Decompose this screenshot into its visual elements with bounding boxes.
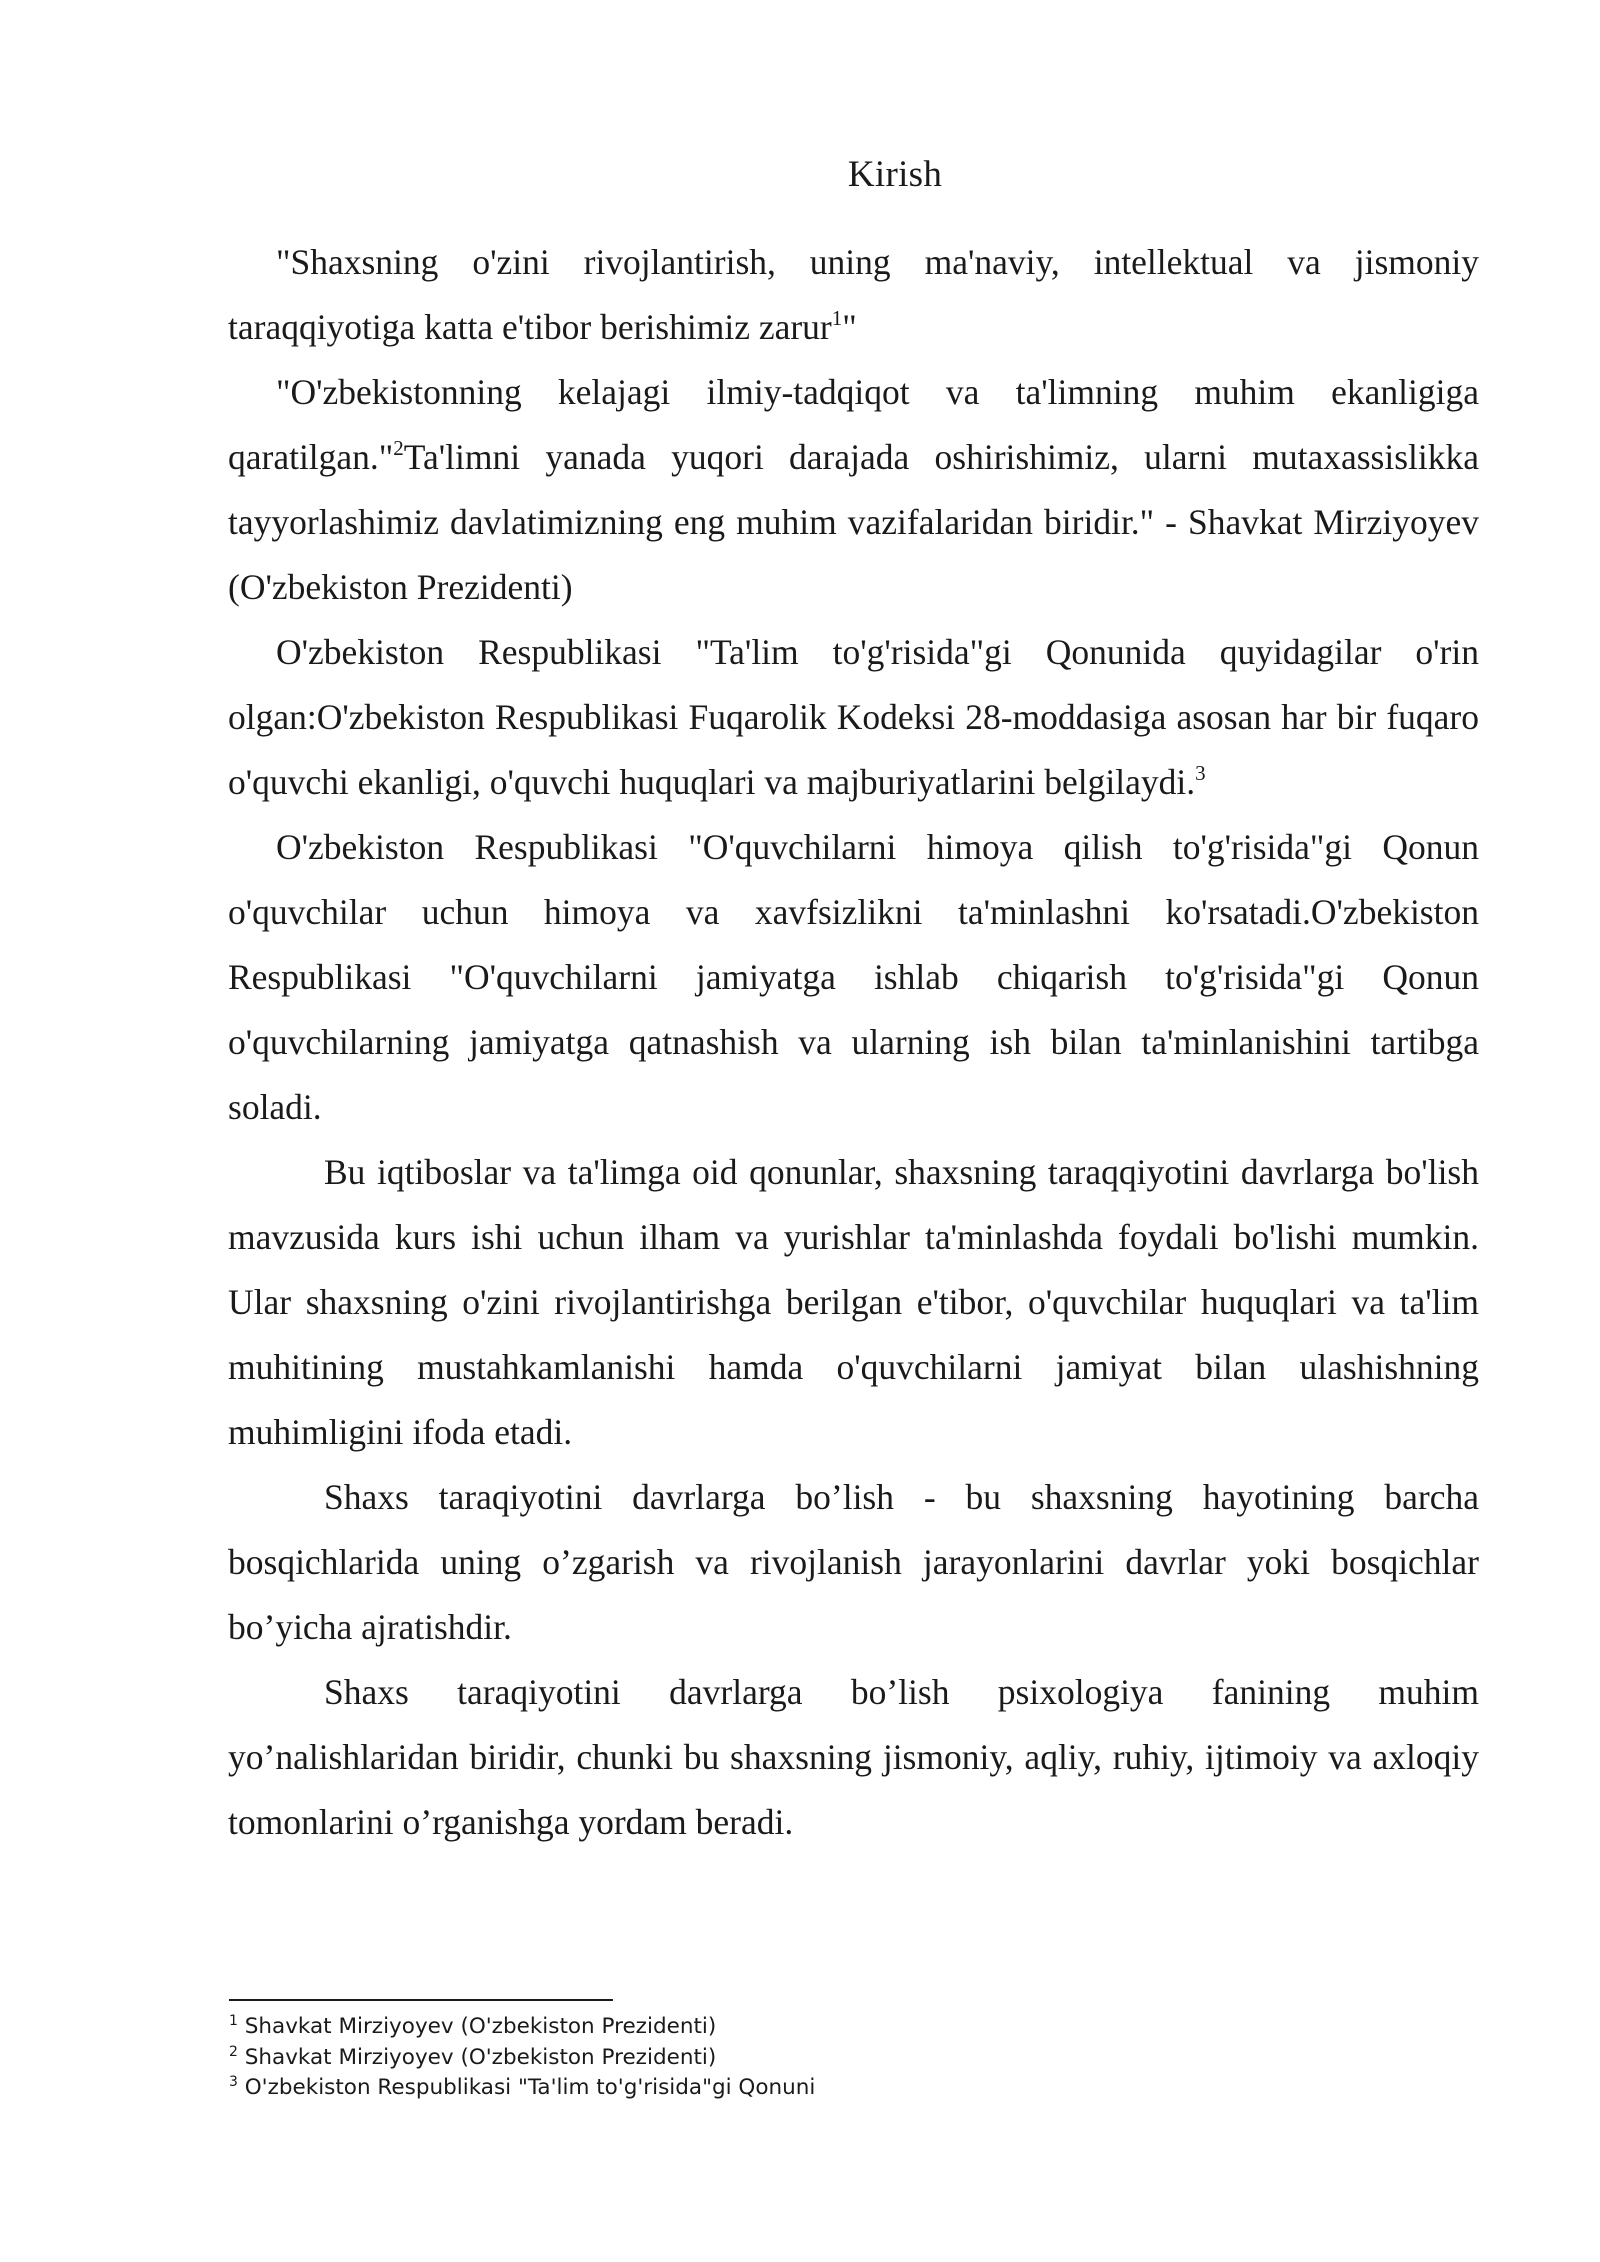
footnote-mark: 2 — [229, 2043, 238, 2060]
footnote-1 — [229, 2012, 1329, 2043]
paragraph-text: "O'zbekistonning kelajagi ilmiy-tadqiqot va ta'limning muhim ekanligiga qaratilgan." — [228, 372, 1479, 477]
paragraph-quote-1 — [228, 230, 1479, 360]
footnote-text: Shavkat Mirziyoyev (O'zbekiston Prezidenti) — [237, 2044, 717, 2070]
footnote-separator — [229, 1999, 613, 2001]
paragraph-summary — [228, 1140, 1479, 1465]
paragraph-quote-2 — [228, 360, 1479, 620]
footnote-mark: 1 — [229, 2013, 238, 2029]
body-text — [228, 230, 1479, 1855]
paragraph-definition — [228, 1465, 1479, 1660]
footnote-text: Shavkat Mirziyoyev (O'zbekiston Prezidenti) — [237, 2014, 717, 2039]
paragraph-text: O'zbekiston Respublikasi "Ta'lim to'g'risida"gi Qonunida quyidagilar o'rin olgan:O'zbekiston Respublikasi Fuqarolik Kodeksi 28-moddasiga asosan har bir fuqaro o'quvchi ekanligi, o'quvchi huquqlari va majburiyatlarini belgilaydi. — [228, 632, 1479, 802]
page-title: Kirish — [847, 154, 943, 195]
paragraph-text: "Shaxsning o'zini rivojlantirish, uning ma'naviy, intellektual va jismoniy taraqqiyotiga katta e'tibor berishimiz zarur — [228, 242, 1479, 347]
footnote-reference[interactable]: 1 — [831, 306, 843, 330]
paragraph-law-protection — [228, 815, 1479, 1140]
paragraph-law-education — [228, 620, 1479, 815]
footnote-reference[interactable]: 2 — [393, 436, 404, 460]
paragraph-text: " — [842, 307, 857, 347]
footnote-text: O'zbekiston Respublikasi "Ta'lim to'g'risida"gi Qonuni — [237, 2075, 816, 2100]
paragraph-text: Bu iqtiboslar va ta'limga oid qonunlar, shaxsning taraqqiyotini davrlarga bo'lish mavzusida kurs ishi uchun ilham va yurishlar ta'minlashda foydali bo'lishi mumkin. Ular shaxsning o'zini rivojlantirishga berilgan e'tibor, o'quvchilar huquqlari va ta'lim muhitining mustahkamlanishi hamda o'quvchilarni jamiyat bilan ulashishning muhimligini ifoda etadi. — [228, 1152, 1479, 1452]
paragraph-psychology — [228, 1660, 1479, 1855]
paragraph-text: Shaxs taraqiyotini davrlarga bo’lish psixologiya fanining muhim yo’nalishlaridan biridir, chunki bu shaxsning jismoniy, aqliy, ruhiy, ijtimoiy va axloqiy tomonlarini o’rganishga yordam beradi. — [228, 1672, 1479, 1842]
paragraph-text: O'zbekiston Respublikasi "O'quvchilarni himoya qilish to'g'risida"gi Qonun o'quvchilar uchun himoya va xavfsizlikni ta'minlashni ko'rsatadi.O'zbekiston Respublikasi "O'quvchilarni jamiyatga ishlab chiqarish to'g'risida"gi Qonun o'quvchilarning jamiyatga qatnashish va ularning ish bilan ta'minlanishini tartibga soladi. — [228, 827, 1479, 1127]
paragraph-text: Shaxs taraqiyotini davrlarga bo’lish - bu shaxsning hayotining barcha bosqichlarida uning o’zgarish va rivojlanish jarayonlarini davrlar yoki bosqichlar bo’yicha ajratishdir. — [228, 1477, 1479, 1647]
footnote-mark: 3 — [229, 2074, 238, 2090]
paragraph-text: Ta'limni yanada yuqori darajada oshirishimiz, ularni mutaxassislikka tayyorlashimiz davlatimizning eng muhim vazifalaridan biridir." - Shavkat Mirziyoyev (O'zbekiston Prezidenti) — [228, 437, 1479, 607]
footnotes — [229, 2012, 1329, 2104]
footnote-2 — [229, 2043, 1329, 2074]
footnote-3 — [229, 2073, 1329, 2104]
footnote-reference[interactable]: 3 — [1195, 761, 1206, 785]
